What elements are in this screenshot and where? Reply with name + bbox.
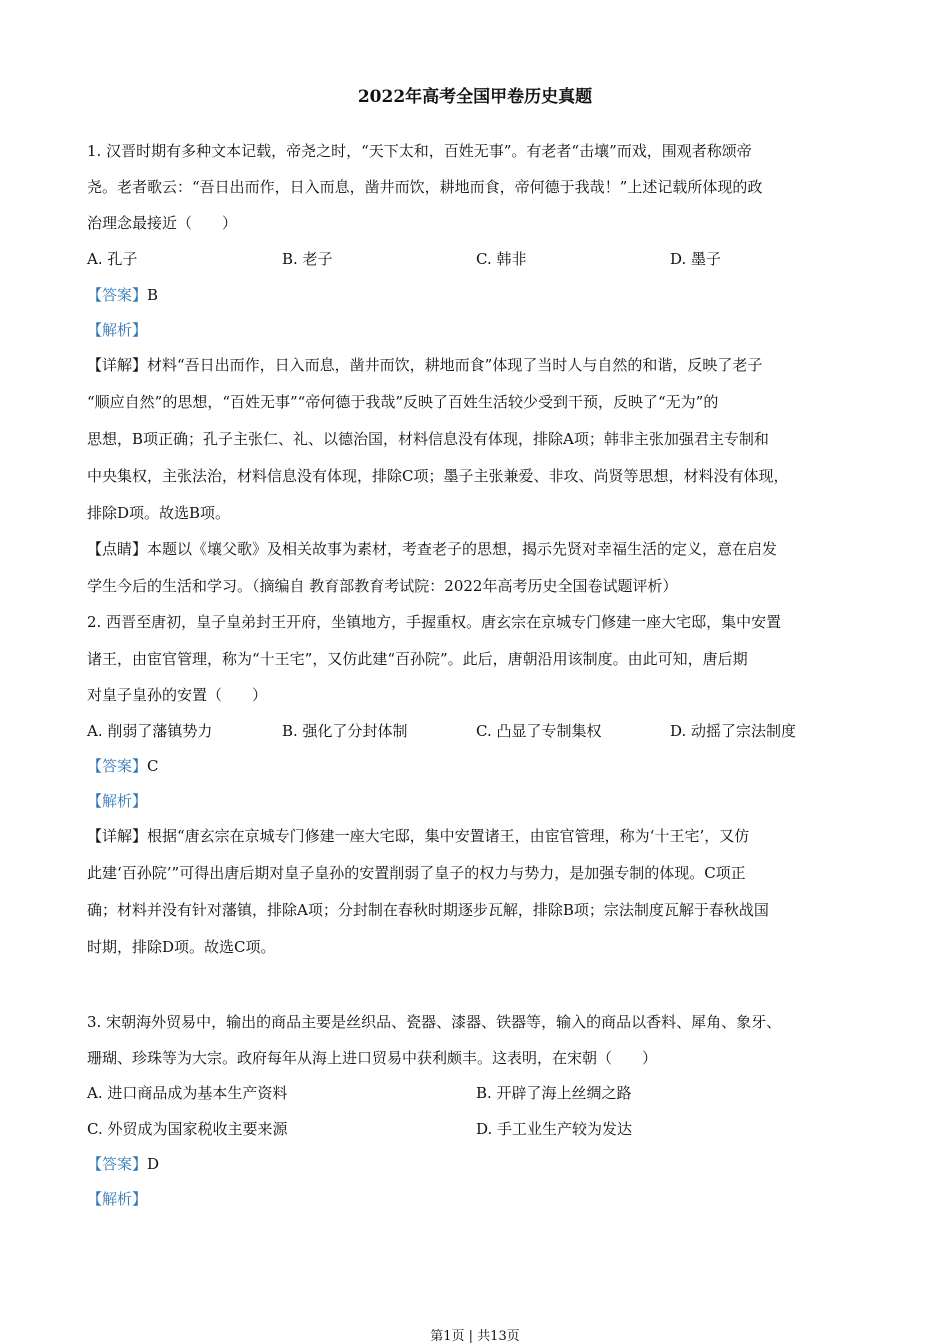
question-1-comment-line: 【点睛】本题以《壤父歌》及相关故事为素材，考查老子的思想，揭示先贤对幸福生活的定义，意在启发 xyxy=(87,540,778,558)
answer-label: 【答案】 xyxy=(87,286,148,304)
question-3-option-a: A. 进口商品成为基本生产资料 xyxy=(87,1084,288,1102)
question-3-option-c: C. 外贸成为国家税收主要来源 xyxy=(87,1120,288,1138)
question-2-analysis-label: 【解析】 xyxy=(87,792,148,810)
question-1-answer xyxy=(87,284,158,305)
answer-value: D xyxy=(147,1155,160,1173)
question-3-stem-line: 珊瑚、珍珠等为大宗。政府每年从海上进口贸易中获利颇丰。这表明，在宋朝（ ） xyxy=(87,1049,658,1067)
question-2-detail-line: 此建‘百孙院’”可得出唐后期对皇子皇孙的安置削弱了皇子的权力与势力，是加强专制的体现。C项正 xyxy=(87,864,746,882)
question-3-option-b: B. 开辟了海上丝绸之路 xyxy=(476,1084,632,1102)
answer-label: 【答案】 xyxy=(87,1155,148,1173)
question-1-detail-line: “顺应自然”的思想，“百姓无事”“帝何德于我哉”反映了百姓生活较少受到干预，反映了“无为”的 xyxy=(87,393,719,411)
question-1-stem-line: 尧。老者歌云：“吾日出而作，日入而息，凿井而饮，耕地而食，帝何德于我哉！”上述记载所体现的政 xyxy=(87,178,763,196)
question-2-stem-line: 2. 西晋至唐初，皇子皇弟封王开府，坐镇地方，手握重权。唐玄宗在京城专门修建一座大宅邸，集中安置 xyxy=(87,613,782,631)
answer-value: B xyxy=(147,286,159,304)
question-3-option-d: D. 手工业生产较为发达 xyxy=(476,1120,633,1138)
question-2-detail-line: 确；材料并没有针对藩镇，排除A项；分封制在春秋时期逐步瓦解，排除B项；宗法制度瓦解于春秋战国 xyxy=(87,901,769,919)
question-1-comment-line: 学生今后的生活和学习。（摘编自 教育部教育考试院：2022年高考历史全国卷试题评析） xyxy=(87,577,678,595)
document-title: 2022年高考全国甲卷历史真题 xyxy=(357,87,593,107)
question-2-detail-line: 时期，排除D项。故选C项。 xyxy=(87,938,276,956)
question-2-option-c: C. 凸显了专制集权 xyxy=(476,722,602,740)
question-1-analysis-label: 【解析】 xyxy=(87,321,148,339)
question-2-answer xyxy=(87,755,159,776)
question-1-detail-line: 排除D项。故选B项。 xyxy=(87,504,231,522)
question-2-detail-line: 【详解】根据“唐玄宗在京城专门修建一座大宅邸，集中安置诸王，由宦官管理，称为‘十王宅’，又仿 xyxy=(87,827,750,845)
question-1-option-a: A. 孔子 xyxy=(87,250,138,268)
question-2-option-a: A. 削弱了藩镇势力 xyxy=(87,722,213,740)
question-1-detail-line: 中央集权，主张法治，材料信息没有体现，排除C项；墨子主张兼爱、非攻、尚贤等思想，材料没有体现， xyxy=(87,467,789,485)
question-2-option-d: D. 动摇了宗法制度 xyxy=(670,722,797,740)
question-1-option-b: B. 老子 xyxy=(282,250,333,268)
question-3-analysis-label: 【解析】 xyxy=(87,1190,148,1208)
answer-label: 【答案】 xyxy=(87,757,148,775)
question-1-stem-line: 治理念最接近（ ） xyxy=(87,214,238,232)
question-2-stem-line: 诸王，由宦官管理，称为“十王宅”，又仿此建“百孙院”。此后，唐朝沿用该制度。由此可知，唐后期 xyxy=(87,650,748,668)
question-1-detail-line: 【详解】材料“吾日出而作，日入而息，凿井而饮，耕地而食”体现了当时人与自然的和谐，反映了老子 xyxy=(87,356,763,374)
answer-value: C xyxy=(147,757,159,775)
question-2-option-b: B. 强化了分封体制 xyxy=(282,722,408,740)
question-1-option-d: D. 墨子 xyxy=(670,250,722,268)
page-footer: 第1页 | 共13页 xyxy=(430,1329,520,1344)
question-3-stem-line: 3. 宋朝海外贸易中，输出的商品主要是丝织品、瓷器、漆器、铁器等，输入的商品以香料、犀角、象牙、 xyxy=(87,1013,782,1031)
question-1-detail-line: 思想，B项正确；孔子主张仁、礼、以德治国，材料信息没有体现，排除A项；韩非主张加强君主专制和 xyxy=(87,430,769,448)
question-3-answer xyxy=(87,1153,159,1174)
question-1-option-c: C. 韩非 xyxy=(476,250,527,268)
question-2-stem-line: 对皇子皇孙的安置（ ） xyxy=(87,686,268,704)
question-1-stem-line: 1. 汉晋时期有多种文本记载，帝尧之时，“天下太和，百姓无事”。有老者“击壤”而戏，围观者称颂帝 xyxy=(87,142,752,160)
